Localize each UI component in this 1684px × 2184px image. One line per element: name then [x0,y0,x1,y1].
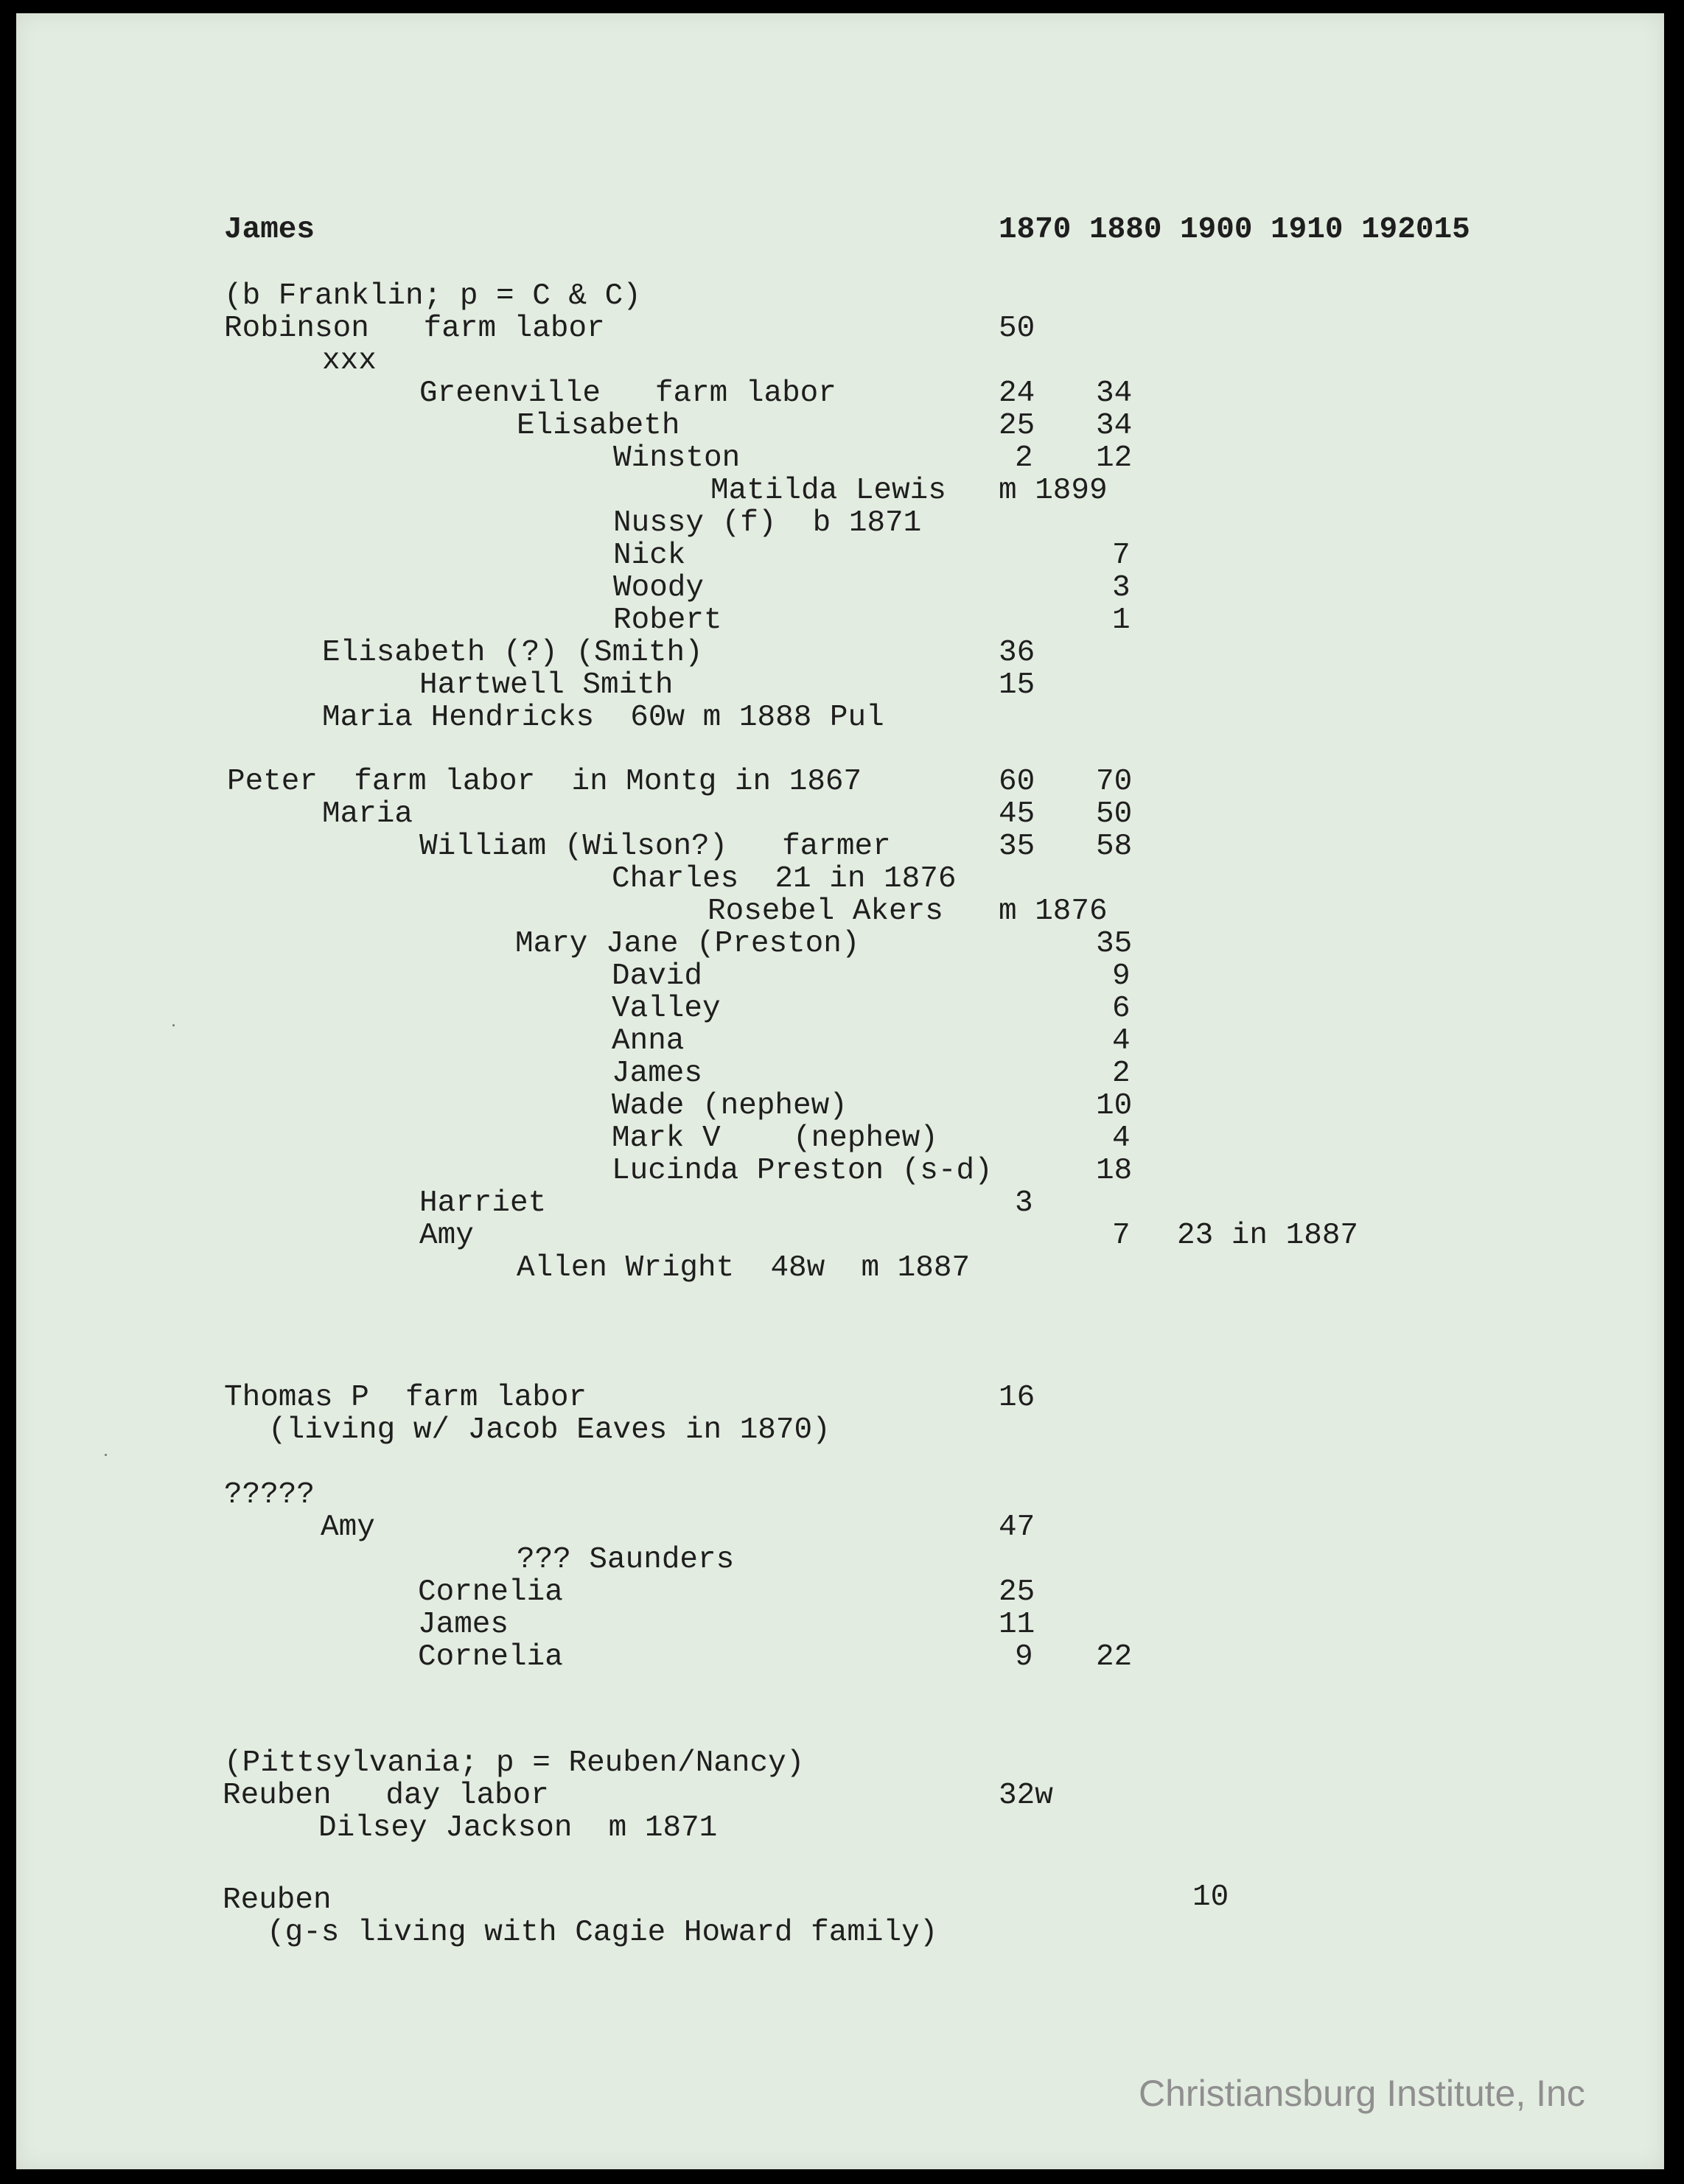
text-line: Nussy (f) b 1871 [613,506,922,540]
census-value: 58 [1096,830,1133,864]
text-line: Thomas P farm labor [224,1381,587,1415]
text-line: Maria Hendricks 60w m 1888 Pul [322,701,884,735]
text-line: Robinson farm labor [224,312,605,346]
census-value: 47 [999,1511,1035,1544]
census-value: 6 [1112,992,1131,1026]
text-line: Cornelia [418,1575,563,1609]
census-value: 25 [999,1575,1035,1609]
text-line: Reuben [223,1883,332,1917]
census-value: 7 [1112,1219,1131,1253]
text-line: Nick [613,539,686,573]
census-value: 45 [999,797,1035,831]
census-value: 50 [1096,797,1133,831]
census-value: 9 [1015,1640,1033,1674]
census-value: 7 [1112,539,1131,573]
text-line: xxx [322,344,377,378]
census-value: 50 [999,312,1035,346]
header-census-years: 1870 1880 1900 1910 192015 [999,213,1470,247]
census-value: 15 [999,668,1035,702]
census-value: 2 [1015,441,1033,475]
text-line: (b Franklin; p = C & C) [224,279,641,313]
census-value: 11 [999,1608,1035,1642]
census-value: 32w [999,1779,1053,1813]
census-value: 2 [1112,1057,1131,1091]
census-value: 16 [999,1381,1035,1415]
census-value: 12 [1096,441,1133,475]
census-value: 10 [1192,1880,1229,1914]
text-line: Amy [321,1511,375,1544]
text-line: William (Wilson?) farmer [419,830,891,864]
text-line: Cornelia [418,1640,563,1674]
census-value: 3 [1112,571,1131,605]
census-value: 4 [1112,1024,1131,1058]
census-value: 34 [1096,409,1133,443]
census-value: 36 [999,636,1035,670]
text-line: ????? [224,1478,315,1512]
text-line: Matilda Lewis [710,474,946,508]
census-note: 23 in 1887 [1177,1219,1359,1253]
text-line: Mark V (nephew) [612,1121,938,1155]
text-line: Harriet [419,1186,547,1220]
text-line: Anna [612,1024,685,1058]
text-line: James [612,1057,703,1091]
census-value: 4 [1112,1121,1131,1155]
census-value: 35 [1096,927,1133,961]
text-line: Woody [613,571,705,605]
text-line: Valley [612,992,721,1026]
census-value: 25 [999,409,1035,443]
text-line: Wade (nephew) [612,1089,848,1123]
census-value: 9 [1112,959,1131,993]
text-line: Maria [322,797,413,831]
text-line: Charles 21 in 1876 [612,862,957,896]
document-page [16,13,1664,2169]
paper-speck [172,1024,175,1026]
text-line: Dilsey Jackson m 1871 [318,1811,718,1845]
text-line: (Pittsylvania; p = Reuben/Nancy) [224,1746,805,1780]
text-line: Amy [419,1219,474,1253]
text-line: Mary Jane (Preston) [515,927,860,961]
text-line: Rosebel Akers [708,895,943,928]
marriage-note: m 1876 [999,895,1108,928]
text-line: Robert [613,603,722,637]
text-line: Elisabeth (?) (Smith) [322,636,703,670]
text-line: Elisabeth [517,409,680,443]
text-line: David [612,959,703,993]
header-name: James [224,213,315,247]
census-value: 10 [1096,1089,1133,1123]
census-value: 35 [999,830,1035,864]
text-line: Lucinda Preston (s-d) [612,1154,993,1188]
census-value: 70 [1096,765,1133,799]
text-line: Allen Wright 48w m 1887 [517,1251,971,1285]
text-line: Reuben day labor [223,1779,549,1813]
text-line: Peter farm labor in Montg in 1867 [227,765,862,799]
text-line: Hartwell Smith [419,668,674,702]
marriage-note: m 1899 [999,474,1108,508]
watermark: Christiansburg Institute, Inc [1139,2073,1585,2114]
census-value: 22 [1096,1640,1133,1674]
census-value: 18 [1096,1154,1133,1188]
text-line: ??? Saunders [517,1543,735,1577]
text-line: (g-s living with Cagie Howard family) [267,1916,938,1950]
census-value: 24 [999,377,1035,410]
text-line: James [418,1608,509,1642]
census-value: 60 [999,765,1035,799]
text-line: (living w/ Jacob Eaves in 1870) [268,1413,831,1447]
text-line: Winston [613,441,741,475]
text-line: Greenville farm labor [419,377,836,410]
census-value: 1 [1112,603,1131,637]
census-value: 3 [1015,1186,1033,1220]
census-value: 34 [1096,377,1133,410]
paper-speck [105,1454,107,1456]
